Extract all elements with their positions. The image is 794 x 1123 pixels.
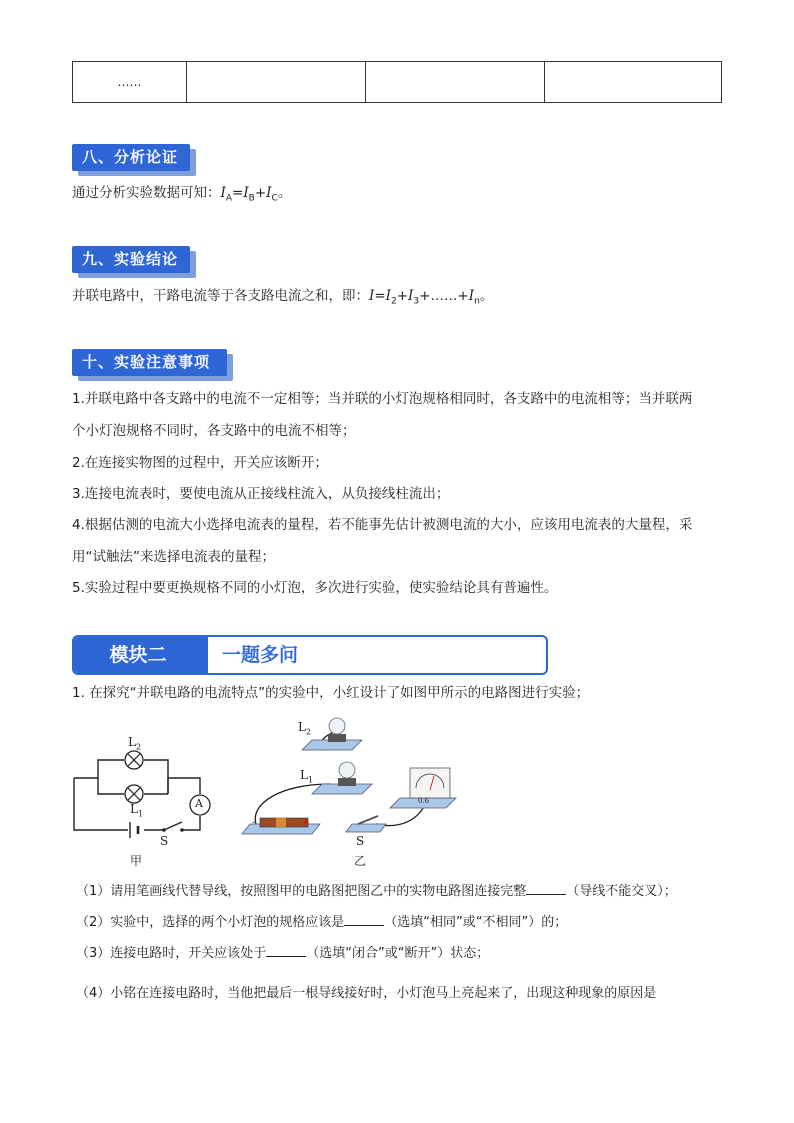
- analysis-text: 通过分析实验数据可知：$I_A=I_B+I_C$。: [72, 185, 292, 204]
- branch-wire: [144, 760, 168, 794]
- label-switch: S: [356, 834, 365, 848]
- sub-question-2: （2）实验中，选择的两个小灯泡的规格应该是 （选填“相同”或“不相同”）的；: [76, 911, 567, 933]
- branch-wire: [98, 760, 124, 778]
- answer-blank[interactable]: [526, 880, 566, 895]
- section-title: 九、实验结论: [72, 246, 190, 273]
- section-header-notes: [72, 349, 227, 376]
- label-l2: $L_2$: [128, 735, 142, 752]
- section-header-conclusion: [72, 246, 190, 273]
- meter-reading: 0.6: [418, 797, 430, 805]
- label-l1: $L_1$: [130, 802, 144, 819]
- question-stem: 1. 在探究“并联电路的电流特点”的实验中，小红设计了如图甲所示的电路图进行实验；: [72, 685, 590, 701]
- wire-right-bottom: [182, 816, 200, 830]
- table-cell: [187, 62, 366, 103]
- note-line: 2.在连接实物图的过程中，开关应该断开；: [72, 455, 328, 471]
- module-banner: [72, 635, 548, 675]
- wire-left-bottom: [74, 778, 128, 830]
- label-l1: $L_1$: [300, 768, 314, 785]
- note-line: 5.实验过程中要更换规格不同的小灯泡，多次进行实验，使实验结论具有普遍性。: [72, 580, 558, 596]
- section-title: 十、实验注意事项: [72, 349, 227, 376]
- sub-question-1: （1）请用笔画线代替导线，按照图甲的电路图把图乙中的实物电路图连接完整 （导线不能交叉）；: [76, 880, 677, 902]
- battery-plus: +: [302, 818, 310, 828]
- table-cell: [366, 62, 545, 103]
- label-ammeter: A: [195, 797, 203, 810]
- table-cell: [545, 62, 722, 103]
- answer-blank[interactable]: [266, 942, 306, 957]
- label-l2: $L_2$: [298, 720, 312, 737]
- switch-contact: [162, 828, 166, 832]
- branch-wire: [98, 778, 124, 794]
- sub-question-4: （4）小铭在连接电路时，当他把最后一根导线接好时，小灯泡马上亮起来了，出现这种现象的原因是: [76, 986, 657, 1001]
- lamp-l1: [312, 762, 372, 794]
- switch: [346, 816, 386, 832]
- caption-jia: 甲: [130, 854, 143, 868]
- label-switch: S: [160, 834, 169, 848]
- analysis-prefix: 通过分析实验数据可知：: [72, 185, 221, 201]
- module-label: 模块二: [74, 637, 202, 673]
- data-table: [72, 61, 722, 103]
- table-row: [73, 62, 722, 103]
- apparatus-diagram-yi: [240, 712, 470, 842]
- module-notch: [200, 637, 208, 673]
- note-line: 4.根据估测的电流大小选择电流表的量程，若不能事先估计被测电流的大小，应该用电流表的大量程，采: [72, 517, 693, 533]
- switch-blade: [164, 822, 182, 830]
- note-line: 个小灯泡规格不同时，各支路中的电流不相等；: [72, 423, 356, 439]
- switch-contact: [180, 828, 184, 832]
- caption-yi: 乙: [354, 854, 367, 868]
- battery-minus: -: [252, 818, 256, 828]
- conclusion-prefix: 并联电路中，干路电流等于各支路电流之和，即：: [72, 288, 369, 304]
- sub-question-3: （3）连接电路时，开关应该处于 （选填“闭合”或“断开”）状态；: [76, 942, 489, 964]
- section-header-analysis: [72, 144, 190, 171]
- table-cell: ……: [73, 62, 187, 103]
- section-title: 八、分析论证: [72, 144, 190, 171]
- note-line: 用“试触法”来选择电流表的量程；: [72, 549, 275, 565]
- conclusion-text: 并联电路中，干路电流等于各支路电流之和，即：$I=I_2+I_3+\dots\dots+I_n$。: [72, 288, 494, 307]
- answer-blank[interactable]: [344, 911, 384, 926]
- wire-right-top: [168, 778, 200, 794]
- note-line: 3.连接电流表时，要使电流从正接线柱流入，从负接线柱流出；: [72, 486, 450, 502]
- module-title: 一题多问: [222, 644, 299, 666]
- note-line: 1.并联电路中各支路中的电流不一定相等；当并联的小灯泡规格相同时，各支路中的电流相等；当并联两: [72, 391, 693, 407]
